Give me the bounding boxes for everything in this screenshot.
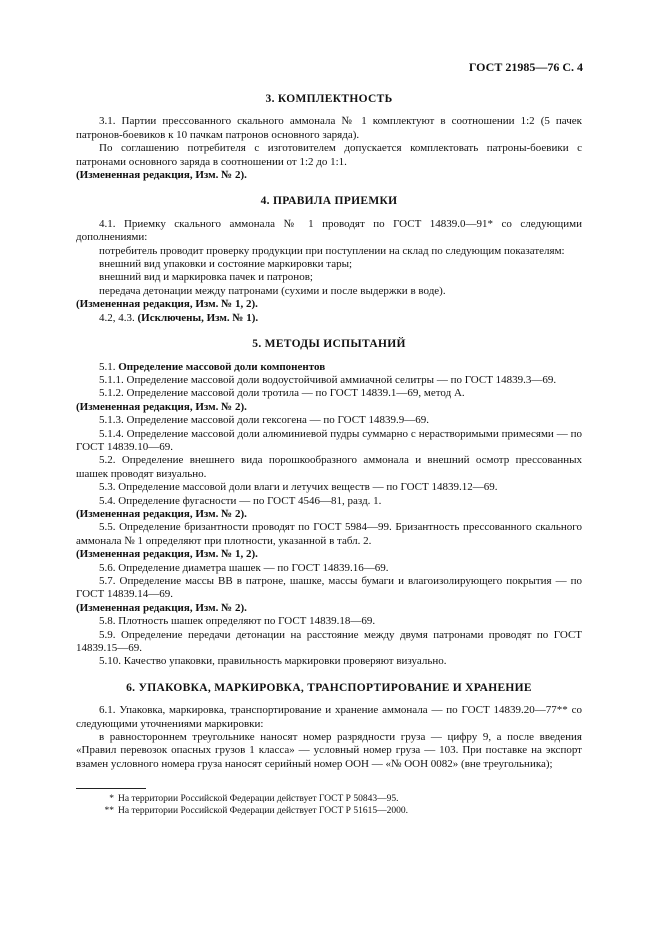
amendment-note: (Измененная редакция, Изм. № 2).: [76, 169, 247, 182]
footnote-2: [76, 805, 408, 817]
paragraph: потребитель проводит проверку продукции при поступлении на склад по следующим показателям:: [99, 244, 565, 257]
paragraph: 5.4. Определение фугасности — по ГОСТ 4546—81, разд. 1.: [99, 494, 382, 507]
paragraph: 5.9. Определение передачи детонации на расстояние между двумя патронами проводят по ГОСТ 14839.15—69.: [76, 628, 582, 655]
amendment-note: (Измененная редакция, Изм. № 2).: [76, 400, 247, 413]
section-title-6: 6. УПАКОВКА, МАРКИРОВКА, ТРАНСПОРТИРОВАНИЕ И ХРАНЕНИЕ: [126, 681, 532, 694]
paragraph: 5.5. Определение бризантности проводят по ГОСТ 5984—99. Бризантность прессованного скального аммонала № 1 определяют при плотности, указанной в табл. 2.: [76, 521, 582, 547]
footnote-2-text: На территории Российской Федерации действует ГОСТ Р 51615—2000.: [118, 806, 408, 816]
title-gap: [76, 695, 582, 704]
paragraph: в равностороннем треугольнике наносят номер разрядности груза — цифру 9, а после введения «Правил перевозок опасных грузов 1 класса» — условный номер груза — 103. При поставке на экспорт взамен условного номера груза наносят серийный номер ООН — «№ ООН 0082» (вне треугольника);: [76, 731, 582, 770]
paragraph: передача детонации между патронами (сухими и после выдержки в воде).: [99, 284, 446, 297]
paragraph: 5.7. Определение массы ВВ в патроне, шашке, массы бумаги и влагоизолирующего покрытия — по ГОСТ 14839.14—69.: [76, 575, 582, 601]
paragraph-number: 4.2, 4.3.: [99, 311, 135, 324]
paragraph: внешний вид и маркировка пачек и патронов;: [99, 271, 313, 284]
paragraph: 5.2. Определение внешнего вида порошкообразного аммонала и внешний осмотр прессованных шашек проводят визуально.: [76, 454, 582, 480]
amendment-note: (Измененная редакция, Изм. № 1, 2).: [76, 548, 258, 561]
paragraph: 5.10. Качество упаковки, правильность маркировки проверяют визуально.: [99, 655, 447, 668]
paragraph: внешний вид упаковки и состояние маркировки тары;: [99, 258, 353, 271]
paragraph: 5.8. Плотность шашек определяют по ГОСТ 14839.18—69.: [99, 615, 376, 628]
paragraph: [76, 312, 582, 325]
paragraph: [76, 361, 582, 374]
page-header: ГОСТ 21985—76 С. 4: [468, 60, 583, 74]
section-gap: [76, 325, 582, 338]
paragraph: По соглашению потребителя с изготовителем допускается комплектовать патроны-боевики с патронами основного заряда в соотношении от 1:2 до 1:1.: [76, 142, 582, 168]
amendment-note: (Измененная редакция, Изм. № 2).: [76, 601, 247, 614]
footnote-1-text: На территории Российской Федерации действует ГОСТ Р 50843—95.: [118, 794, 399, 804]
footnote-rule: [76, 788, 146, 789]
title-gap: [76, 209, 582, 218]
amendment-note: (Измененная редакция, Изм. № 2).: [76, 507, 247, 520]
paragraph: 5.1.4. Определение массовой доли алюминиевой пудры суммарно с нерастворимыми примесями — по ГОСТ 14839.10—69.: [76, 427, 582, 453]
title-gap: [76, 352, 582, 361]
section-title-5: 5. МЕТОДЫ ИСПЫТАНИЙ: [252, 338, 406, 351]
paragraph: 5.6. Определение диаметра шашек — по ГОСТ 14839.16—69.: [99, 561, 389, 574]
document-body: [76, 93, 582, 771]
footnote-2-mark: **: [104, 806, 114, 816]
paragraph: 5.1.2. Определение массовой доли тротила — по ГОСТ 14839.1—69, метод А.: [99, 387, 465, 400]
paragraph-number: 5.1.: [99, 360, 116, 373]
amendment-note: (Измененная редакция, Изм. № 1, 2).: [76, 298, 258, 311]
footnote-1: [76, 793, 398, 805]
footnote-1-mark: *: [109, 794, 114, 804]
paragraph: 4.1. Приемку скального аммонала № 1 проводят по ГОСТ 14839.0—91* со следующими дополнениями:: [76, 217, 582, 244]
section-gap: [76, 182, 582, 195]
paragraph: 6.1. Упаковка, маркировка, транспортирование и хранение аммонала — по ГОСТ 14839.20—77** со следующими уточнениями маркировки:: [76, 704, 582, 730]
paragraph: 5.1.3. Определение массовой доли гексогена — по ГОСТ 14839.9—69.: [99, 414, 430, 427]
paragraph: 5.3. Определение массовой доли влаги и летучих веществ — по ГОСТ 14839.12—69.: [99, 481, 498, 494]
bold-inline: Определение массовой доли компонентов: [118, 360, 326, 373]
paragraph: 5.1.1. Определение массовой доли водоустойчивой аммиачной селитры — по ГОСТ 14839.3—69.: [99, 373, 557, 386]
section-title-3: 3. КОМПЛЕКТНОСТЬ: [265, 93, 393, 105]
section-title-4: 4. ПРАВИЛА ПРИЕМКИ: [260, 195, 398, 208]
paragraph: 3.1. Партии прессованного скального аммонала № 1 комплектуют в соотношении 1:2 (5 пачек патронов-боевиков к 10 пачкам патронов основного заряда).: [76, 115, 582, 141]
bold-inline: (Исключены, Изм. № 1).: [137, 311, 259, 324]
title-gap: [76, 106, 582, 115]
section-gap: [76, 669, 582, 682]
